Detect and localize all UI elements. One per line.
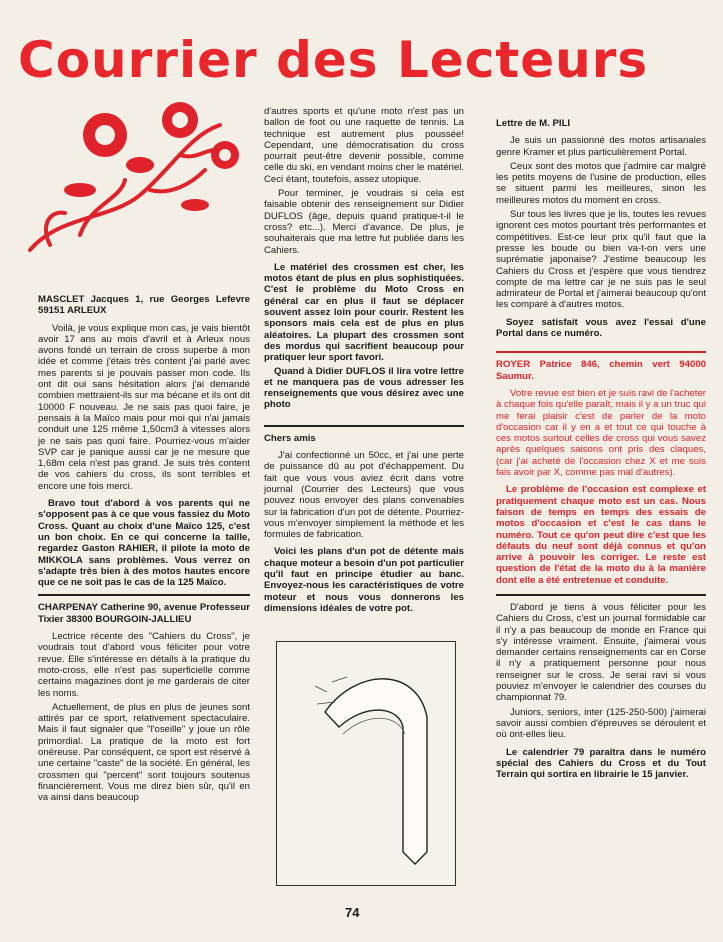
letter-paragraph: Juniors, seniors, inter (125-250-500) j'aimerai savoir aussi combien d'épreuves se déroulent et où ont-elles lieu. xyxy=(496,706,706,741)
editor-answer: Bravo tout d'abord à vos parents qui ne s'opposent pas à ce que vous fassiez du Moto Cross. Quant au choix d'une Maïco 125, c'est un bon choix. En ce qui concerne la taille, regardez Gaston RAHIER, il pilote la moto de MIKKOLA sans problèmes. Vous verrez on s'adapte très bien à des motos hautes encore que ce ne soit pas le cas de la 125 Maïco. xyxy=(38,498,250,589)
column-1 xyxy=(38,290,250,806)
letter-paragraph: d'autres sports et qu'une moto n'est pas un ballon de foot ou une raquette de tennis. La technique est autrement plus poussée! Cependant, une démocratisation du cross pourrait peut-être devenir possible, comme celle du ski, en vendant moins cher le matériel. Ceci étant, toutefois, assez utopique. xyxy=(264,106,464,185)
divider xyxy=(38,594,250,596)
letter-sender: CHARPENAY Catherine 90, avenue Professeur Tixier 38300 BOURGOIN-JALLIEU xyxy=(38,602,250,625)
letter-sender: ROYER Patrice 846, chemin vert 94000 Saumur. xyxy=(496,359,706,382)
column-2 xyxy=(264,106,464,620)
editor-answer: Le matériel des crossmen est cher, les motos étant de plus en plus sophistiquées. C'est le problème du Moto Cross en général car en plus il faut se déplacer souvent assez loin pour courir. Restent les sponsors mais cela est de plus en plus aléatoires. La plupart des crossmen sont des mordus qui sacrifient beaucoup pour pratiquer leur sport favori. xyxy=(264,261,464,364)
divider xyxy=(496,594,706,596)
letter-paragraph: Pour terminer, je voudrais si cela est faisable obtenir des renseignement sur Didier DUFLOS (âge, depuis quand pratique-t-il le cross? etc...). Merci d'avance. De plus, je souhaiterais que ma lettre fut publiée dans les Cahiers. xyxy=(264,188,464,256)
letter-paragraph: Voilà, je vous explique mon cas, je vais bientôt avoir 17 ans au mois d'avril et à Arleux nous avons fondé un terrain de cross superbe à mon idée et comme j'étais très content j'ai parlé avec mes parents si je pouvais passer mon code. Ils ont dit oui sans hésitation alors j'ai demandé combien mettraient-ils sur ma bécane et ils ont dit 10000 F nouveau. Je ne sais pas quoi faire, je pensais à la Maïco mais pour moi qui n'ai jamais conduit une 125 même 1,50cm3 à vitesses alors je ne sais pas quoi faire. Pourriez-vous m'aider SVP car je panique aussi car je ne mesure que 1,68m cela n'est pas grand. Je suis très content de vos cahiers du cross, ils sont terribles et encore une fois merci. xyxy=(38,322,250,492)
letter-paragraph: Sur tous les livres que je lis, toutes les revues ignorent ces motos pourtant très performantes et compétitives. Est-ce leur prix qu'il faut que la presse les boude ou bien va-t-on vers une suprématie japonaise? J'estime beaucoup les Cahiers du Cross et j'espère que vous tiendrez compte de ma lettre car je ne suis pas le seul admirateur de Portal et j'aimerai beaucoup qu'ont les comparé à d'autres motos. xyxy=(496,209,706,311)
letter-paragraph: Lectrice récente des "Cahiers du Cross", je voudrais tout d'abord vous féliciter pour votre revue. Elle s'intéresse en détails à la pratique du moto-cross, elle n'est pas superficielle comme certains magazines dont je me garderais de citer les noms. xyxy=(38,631,250,699)
editor-answer: Voici les plans d'un pot de détente mais chaque moteur a besoin d'un pot particulier qu'il faut en principe étudier au banc. Envoyez-nous les caractéristiques de votre moteur et nous vous donnerons les dimensions idéales de votre pot. xyxy=(264,546,464,614)
editor-answer: Le problème de l'occasion est complexe et pratiquement chaque moto est un cas. Nous faison de temps en temps des essais de motos d'occasion et c'est le cas dans le numéro. Tout ce qu'on peut dire c'est que les défauts du neuf sont déjà connus et qu'on arrive à pouvoir les corriger. Le reste est question de l'état de la moto du à la manière dont elle a été entretenue et conduite. xyxy=(496,484,706,586)
page-title: Courrier des Lecteurs xyxy=(18,31,649,89)
letter-sender: Lettre de M. PILI xyxy=(496,118,571,129)
letter-paragraph: Ceux sont des motos que j'admire car malgré les petits moyens de l'usine de production, elles se situent parmi les meilleures, sinon les meilleures motos du moment en cross. xyxy=(496,160,706,206)
letter-paragraph: J'ai confectionné un 50cc, et j'ai une perte de puissance dû au pot d'échappement. Du fait que vous vous aviez écrit dans votre journal (Courrier des Lecteurs) que vous pouvez nous envoyer des plans convenables sur la fabrication d'un pot de détente. Pourriez-vous m'envoyer simplement la méthode et les formules de fabrication. xyxy=(264,450,464,541)
editor-answer: Le calendrier 79 paraîtra dans le numéro spécial des Cahiers du Cross et du Tout Terrain qui sortira en librairie le 15 janvier. xyxy=(496,746,706,781)
divider xyxy=(496,351,706,353)
editor-answer: Quand à Didier DUFLOS il lira votre lettre et ne manquera pas de vous adresser les renseignements que vous désirez avec une photo xyxy=(264,365,464,411)
floral-ornament xyxy=(20,95,250,260)
exhaust-diagram xyxy=(276,641,456,886)
letter-paragraph: Votre revue est bien et je suis ravi de l'acheter à chaque fois qu'elle paraît, mais il y a un truc qui me ferai plaisir c'est de parler de la moto d'occasion car il y en a et tout ce qui touche à ces motos surtout celles de cross qui vous savez après quelques saisons ont pris des claques, (car j'ai acheté de l'occasion chez X et me suis fais avoir par X, comme pas mal d'autres). xyxy=(496,387,706,479)
divider xyxy=(264,425,464,427)
letter-sender: MASCLET Jacques 1, rue Georges Lefevre 59151 ARLEUX xyxy=(38,294,250,317)
page-number: 74 xyxy=(345,905,360,920)
editor-answer: Soyez satisfait vous avez l'essai d'une Portal dans ce numéro. xyxy=(496,316,706,340)
letter-paragraph: Je suis un passionné des motos artisanales genre Kramer et plus particulièrement Portal. xyxy=(496,135,706,158)
letter-sender: Chers amis xyxy=(264,432,316,444)
letter-paragraph: Actuellement, de plus en plus de jeunes sont attirés par ce sport, relativement spectaculaire. Mais il faut signaler que "l'oseille" y joue un rôle primordial. La pratique de la moto est fort onéreuse. Par conséquent, ce sport est réservé à une certaine "caste" de la société. En général, les crossmen qui "percent" sont toujours soutenus financièrement. Vous me direz bien sûr, qu'il en va ainsi dans beaucoup xyxy=(38,701,250,804)
letter-paragraph: D'abord je tiens à vous féliciter pour les Cahiers du Cross, c'est un journal formidable car il n'y a pas beaucoup de monde en France qui s'y intéresse vraiment. Ensuite, j'aimerai vous demander certains renseignements car en Corse il n'y a pratiquement personne pour nous renseigner sur le cross. Je serai ravi si vous pouviez m'envoyer le calendrier des courses du championnat 79. xyxy=(496,601,706,704)
column-3 xyxy=(496,106,706,786)
